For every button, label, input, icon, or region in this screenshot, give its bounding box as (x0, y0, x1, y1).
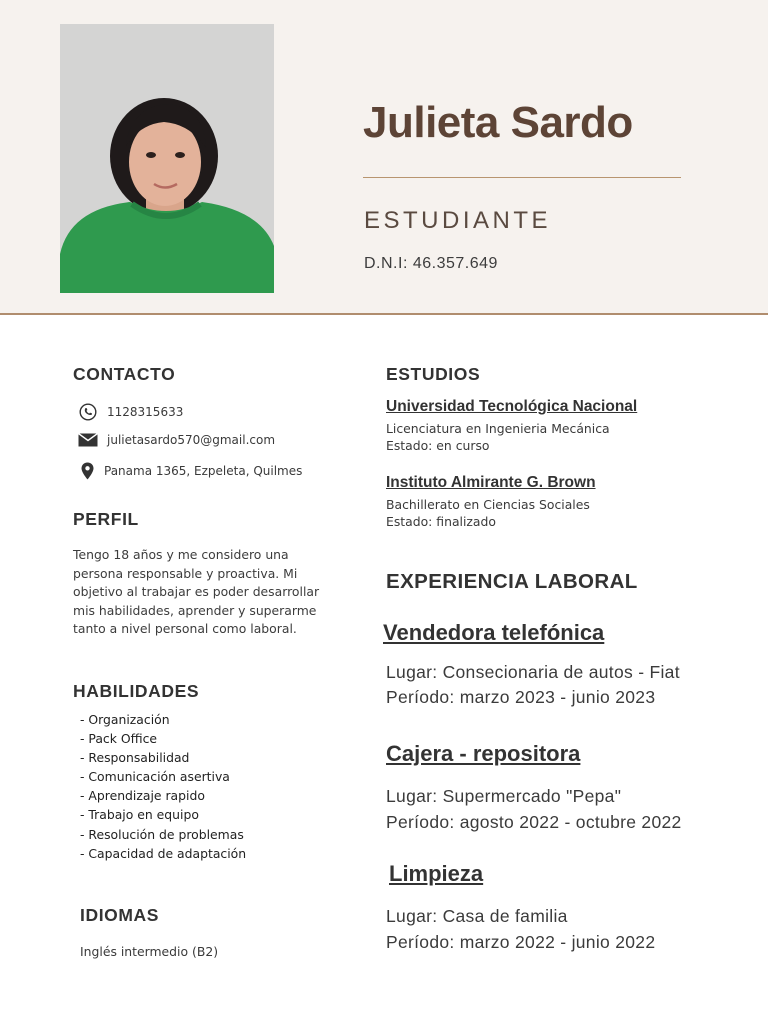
candidate-name: Julieta Sardo (363, 98, 633, 147)
job-period: Período: marzo 2022 - junio 2022 (386, 932, 656, 952)
contact-phone (77, 403, 183, 421)
contact-address (79, 462, 302, 480)
studies-heading: ESTUDIOS (386, 364, 481, 384)
experience-heading: EXPERIENCIA LABORAL (386, 570, 638, 593)
skill-item: - Organización (80, 712, 170, 727)
candidate-role: ESTUDIANTE (364, 207, 552, 234)
mail-icon (77, 433, 99, 447)
candidate-dni: D.N.I: 46.357.649 (364, 255, 498, 272)
skill-item: - Comunicación asertiva (80, 769, 230, 785)
skill-item: - Trabajo en equipo (80, 807, 199, 823)
portrait-image (60, 24, 274, 293)
skills-list (80, 710, 246, 863)
study-degree: Bachillerato en Ciencias Sociales (386, 497, 590, 512)
profile-photo (60, 24, 274, 293)
job-title: Cajera - repositora (386, 741, 581, 766)
study-status: Estado: finalizado (386, 514, 496, 529)
job-title: Limpieza (389, 861, 484, 886)
job-place: Lugar: Consecionaria de autos - Fiat (386, 662, 680, 682)
name-divider (363, 177, 681, 178)
languages-heading: IDIOMAS (80, 905, 160, 925)
profile-heading: PERFIL (73, 509, 139, 529)
skill-item: - Resolución de problemas (80, 826, 244, 842)
location-pin-icon (79, 462, 95, 480)
study-school: Instituto Almirante G. Brown (386, 474, 596, 491)
contact-email (77, 433, 275, 447)
study-school: Universidad Tecnológica Nacional (386, 398, 638, 415)
skill-item: - Responsabilidad (80, 750, 190, 766)
job-place: Lugar: Supermercado "Pepa" (386, 786, 622, 806)
study-degree: Licenciatura en Ingenieria Mecánica (386, 421, 610, 436)
street-address: Panama 1365, Ezpeleta, Quilmes (104, 464, 303, 478)
skills-heading: HABILIDADES (73, 681, 200, 701)
skill-item: - Pack Office (80, 731, 158, 747)
email-address: julietasardo570@gmail.com (107, 433, 276, 447)
job-period: Período: marzo 2023 - junio 2023 (386, 687, 656, 707)
contact-heading: CONTACTO (73, 364, 176, 384)
phone-icon (77, 403, 99, 421)
skill-item: - Capacidad de adaptación (80, 845, 247, 861)
skill-item: - Aprendizaje rapido (80, 788, 205, 804)
language-item: Inglés intermedio (B2) (80, 944, 219, 959)
job-title: Vendedora telefónica (383, 620, 605, 645)
job-place: Lugar: Casa de familia (386, 906, 568, 926)
phone-number: 1128315633 (107, 405, 184, 419)
job-period: Período: agosto 2022 - octubre 2022 (386, 812, 682, 832)
study-status: Estado: en curso (386, 438, 490, 453)
profile-text: Tengo 18 años y me considero una persona responsable y proactiva. Mi objetivo al trabajar es poder desarrollar mis habilidades, aprender y superarme tanto a nivel personal como laboral. (73, 547, 320, 637)
